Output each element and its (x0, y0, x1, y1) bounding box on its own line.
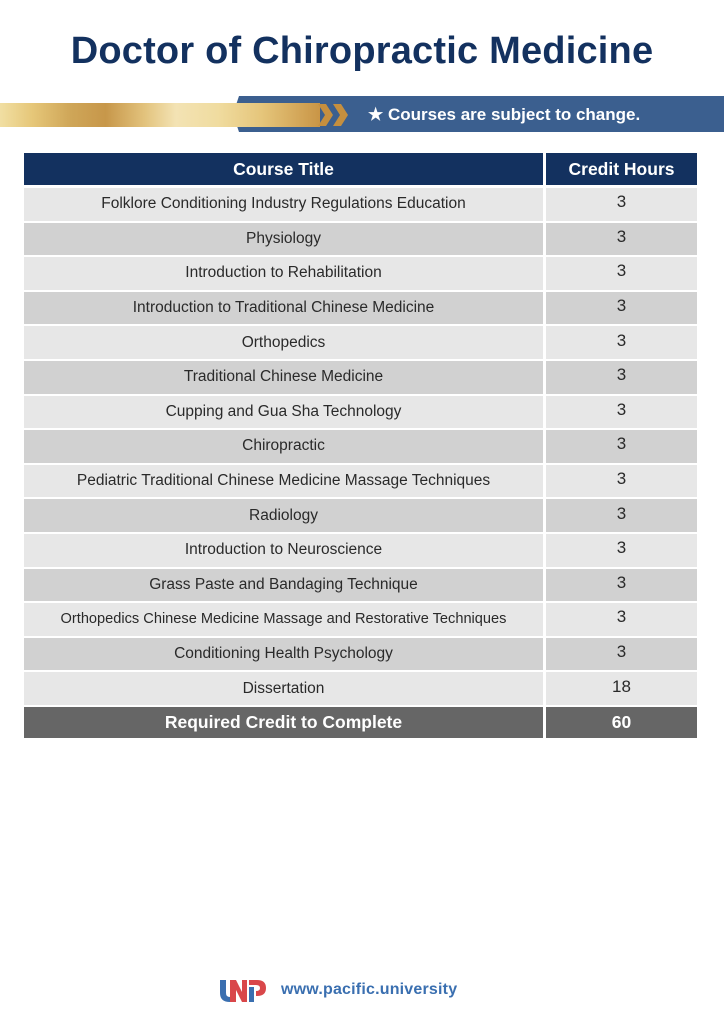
unp-logo-icon (219, 977, 271, 1003)
chevron-right-icon (318, 104, 352, 126)
credit-hours: 3 (546, 361, 697, 394)
course-table (24, 153, 697, 740)
header-course-title: Course Title (24, 153, 543, 185)
course-title: Orthopedics (24, 326, 543, 359)
credit-hours: 3 (546, 188, 697, 221)
credit-hours: 3 (546, 534, 697, 567)
table-total-row (24, 707, 697, 738)
table-row (24, 396, 697, 429)
table-row (24, 672, 697, 705)
course-title: Grass Paste and Bandaging Technique (24, 569, 543, 602)
course-title: Traditional Chinese Medicine (24, 361, 543, 394)
credit-hours: 3 (546, 292, 697, 325)
course-title: Pediatric Traditional Chinese Medicine Massage Techniques (24, 465, 543, 498)
course-title: Introduction to Neuroscience (24, 534, 543, 567)
credit-hours: 3 (546, 257, 697, 290)
table-row (24, 569, 697, 602)
course-title: Introduction to Rehabilitation (24, 257, 543, 290)
credit-hours: 3 (546, 430, 697, 463)
credit-hours: 18 (546, 672, 697, 705)
credit-hours: 3 (546, 223, 697, 256)
course-title: Cupping and Gua Sha Technology (24, 396, 543, 429)
credit-hours: 3 (546, 326, 697, 359)
table-row (24, 430, 697, 463)
course-title: Conditioning Health Psychology (24, 638, 543, 671)
table-row (24, 603, 697, 636)
table-row (24, 257, 697, 290)
page-title: Doctor of Chiropractic Medicine (70, 30, 654, 72)
header-credit-hours: Credit Hours (546, 153, 697, 185)
table-row (24, 292, 697, 325)
table-row (24, 638, 697, 671)
credit-hours: 3 (546, 603, 697, 636)
footer (219, 977, 457, 1003)
course-title: Radiology (24, 499, 543, 532)
credit-hours: 3 (546, 396, 697, 429)
table-row (24, 326, 697, 359)
credit-hours: 3 (546, 569, 697, 602)
table-row (24, 188, 697, 221)
course-title: Folklore Conditioning Industry Regulations Education (24, 188, 543, 221)
course-title: Dissertation (24, 672, 543, 705)
gold-decorative-bar (0, 103, 320, 127)
table-row (24, 361, 697, 394)
table-row (24, 465, 697, 498)
credit-hours: 3 (546, 465, 697, 498)
course-title: Orthopedics Chinese Medicine Massage and Restorative Techniques (24, 603, 543, 636)
courses-change-note: ★ Courses are subject to change. (368, 105, 641, 124)
total-credits: 60 (546, 707, 697, 738)
course-title: Chiropractic (24, 430, 543, 463)
course-title: Physiology (24, 223, 543, 256)
table-row (24, 223, 697, 256)
website-url[interactable]: www.pacific.university (281, 981, 458, 998)
table-header-row (24, 153, 697, 185)
credit-hours: 3 (546, 499, 697, 532)
total-label: Required Credit to Complete (24, 707, 543, 738)
course-title: Introduction to Traditional Chinese Medicine (24, 292, 543, 325)
credit-hours: 3 (546, 638, 697, 671)
table-row (24, 534, 697, 567)
table-row (24, 499, 697, 532)
